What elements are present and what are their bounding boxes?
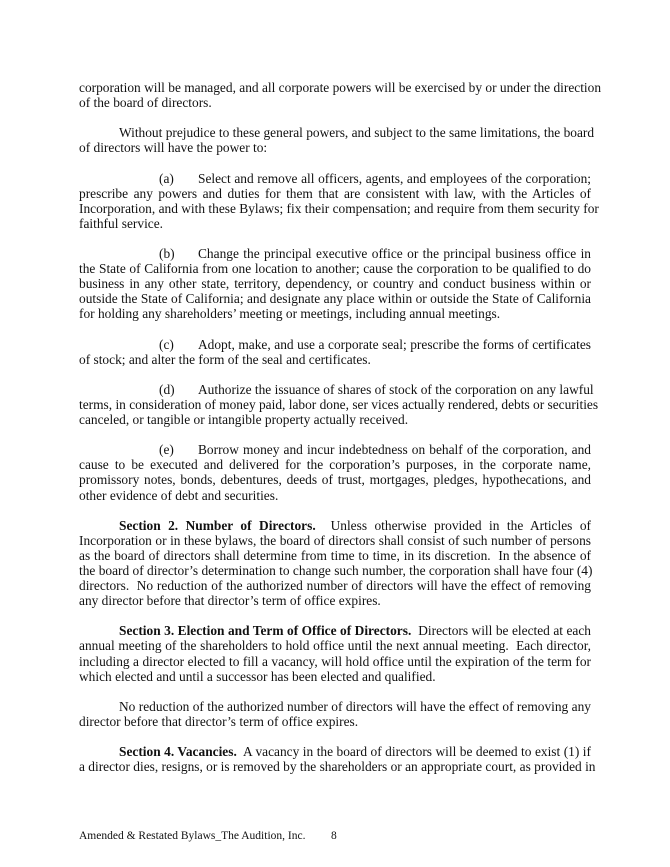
text-line — [79, 488, 591, 503]
section-paragraph — [79, 623, 591, 683]
list-label: (b) — [159, 246, 175, 262]
list-item-paragraph — [79, 246, 591, 321]
line-text: promissory notes, bonds, debentures, deeds of trust, mortgages, pledges, hypothecations, and — [79, 472, 591, 488]
line-text: business in any other state, territory, dependency, or country and conduct business within or — [79, 276, 591, 292]
line-text: of the board of directors. — [79, 95, 212, 111]
text-line — [79, 548, 591, 563]
line-text: Change the principal executive office or the principal business office in — [198, 246, 591, 262]
text-line — [79, 125, 595, 141]
section-heading: Section 4. Vacancies. — [119, 744, 237, 760]
line-text: faithful service. — [79, 215, 164, 231]
line-text: as the board of directors shall determine from time to time, in its discretion. In the absence of — [79, 547, 591, 563]
line-text: the State of California from one location to another; cause the corporation to be qualified to do — [79, 261, 591, 277]
line-text: annual meeting of the shareholders to hold office until the next annual meeting. Each director, — [79, 638, 591, 654]
list-label: (d) — [159, 381, 175, 397]
text-line — [79, 578, 591, 593]
text-line — [79, 186, 591, 201]
text-line — [79, 396, 599, 412]
list-item-paragraph — [79, 170, 599, 231]
line-text: the board of director’s determination to change such number, the corporation shall have four (4) — [79, 563, 593, 578]
list-label: (e) — [159, 442, 174, 458]
line-text: No reduction of the authorized number of directors will have the effect of removing any — [119, 698, 591, 714]
text-line — [79, 216, 591, 231]
text-line — [79, 563, 591, 578]
line-text: for holding any shareholders’ meeting or meetings, including annual meetings. — [79, 306, 501, 322]
text-line — [79, 669, 591, 684]
text-line — [79, 291, 591, 306]
line-text: Incorporation, and with these Bylaws; fix their compensation; and require from them security for — [79, 200, 599, 216]
line-text: Select and remove all officers, agents, and employees of the corporation; — [198, 170, 591, 186]
list-item-paragraph — [79, 381, 599, 428]
line-text: Directors will be elected at each — [411, 623, 591, 639]
line-text: including a director elected to fill a vacancy, will hold office until the expiration of the term for — [79, 653, 591, 669]
line-text: of stock; and alter the form of the seal and certificates. — [79, 351, 371, 367]
line-text: of directors will have the power to: — [79, 140, 268, 156]
line-text: other evidence of debt and securities. — [79, 487, 279, 503]
section-paragraph — [79, 744, 596, 775]
section-paragraph — [79, 518, 591, 609]
text-line — [79, 457, 591, 472]
line-text: Incorporation or in these bylaws, the board of directors shall consist of such number of persons — [79, 532, 591, 548]
document-body — [79, 80, 602, 789]
text-line — [79, 593, 591, 608]
text-line — [79, 699, 591, 714]
text-line — [79, 261, 591, 276]
text-line — [79, 95, 591, 110]
line-text: which elected and until a successor has been elected and qualified. — [79, 668, 436, 684]
text-line — [79, 352, 591, 367]
text-line — [79, 472, 591, 487]
line-text: any director before that director’s term of office expires. — [79, 593, 381, 609]
line-text: A vacancy in the board of directors will be deemed to exist (1) if — [236, 744, 591, 760]
text-line — [79, 759, 596, 775]
text-line — [79, 744, 591, 759]
line-text: corporation will be managed, and all corporate powers will be exercised by or under the direction — [79, 80, 602, 95]
page-footer — [79, 830, 337, 842]
list-item-paragraph — [79, 337, 591, 367]
text-line — [79, 140, 591, 155]
line-text: a director dies, resigns, or is removed by the shareholders or an appropriate court, as provided in — [79, 759, 596, 775]
text-line — [79, 442, 591, 457]
text-line — [79, 654, 591, 669]
line-text: directors. No reduction of the authorized number of directors will have the effect of removing — [79, 578, 591, 594]
text-line — [79, 412, 591, 427]
section-heading: Section 3. Election and Term of Office of Directors. — [119, 623, 412, 639]
text-line — [79, 638, 591, 653]
paragraph — [79, 699, 591, 729]
list-label: (c) — [159, 336, 174, 352]
list-label: (a) — [159, 170, 174, 186]
list-item-paragraph — [79, 442, 591, 502]
text-line — [79, 518, 591, 533]
line-text: outside the State of California; and designate any place within or outside the State of California — [79, 291, 591, 307]
paragraph — [79, 125, 595, 156]
footer-title: Amended & Restated Bylaws_The Audition, Inc. — [79, 830, 306, 842]
line-text: terms, in consideration of money paid, labor done, ser vices actually rendered, debts or securities — [79, 396, 599, 412]
section-heading: Section 2. Number of Directors. — [119, 517, 316, 533]
paragraph — [79, 80, 602, 111]
line-text: Unless otherwise provided in the Articles of — [315, 517, 591, 533]
text-line — [79, 381, 594, 397]
line-text: cause to be executed and delivered for the corporation’s purposes, in the corporate name, — [79, 457, 591, 473]
text-line — [79, 714, 591, 729]
text-line — [79, 306, 591, 321]
line-text: Borrow money and incur indebtedness on behalf of the corporation, and — [198, 442, 591, 458]
text-line — [79, 246, 591, 261]
line-text: director before that director’s term of office expires. — [79, 713, 359, 729]
text-line — [79, 276, 591, 291]
text-line — [79, 533, 591, 548]
line-text: Authorize the issuance of shares of stock of the corporation on any lawful — [198, 381, 594, 397]
text-line — [79, 80, 602, 95]
page-number: 8 — [331, 830, 337, 842]
text-line — [79, 623, 591, 638]
text-line — [79, 171, 591, 186]
line-text: prescribe any powers and duties for them that are consistent with law, with the Articles of — [79, 185, 591, 201]
text-line — [79, 200, 599, 216]
line-text: Adopt, make, and use a corporate seal; prescribe the forms of certificates — [198, 336, 591, 352]
line-text: canceled, or tangible or intangible property actually received. — [79, 412, 409, 428]
line-text: Without prejudice to these general powers, and subject to the same limitations, the board — [119, 125, 595, 141]
text-line — [79, 337, 591, 352]
